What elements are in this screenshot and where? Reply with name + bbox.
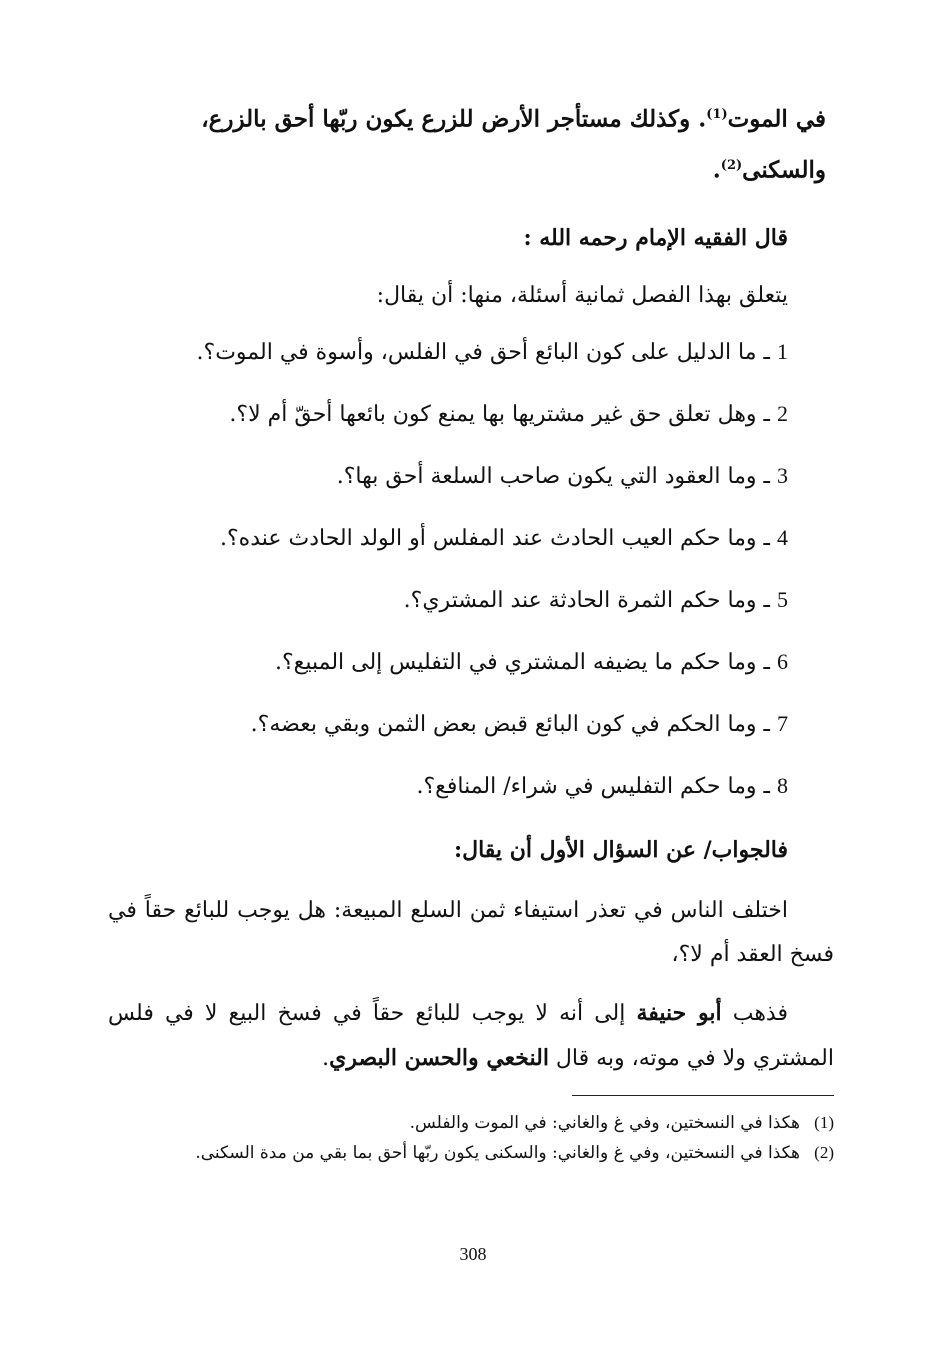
- list-item: [108, 335, 788, 397]
- answer-heading: فالجواب/ عن السؤال الأول أن يقال:: [453, 837, 788, 864]
- para2-part2: إلى أنه لا يوجب للبائع حقاً في فسخ البيع لا في فلس المشتري ولا في موته، وبه قال: [108, 1001, 834, 1072]
- footnote-number: (2): [814, 1143, 834, 1163]
- footnote-text: هكذا في النسختين، وفي غ والغاني: في الموت والفلس.: [409, 1113, 800, 1134]
- question-number: 8: [777, 773, 788, 799]
- page-body: [108, 92, 834, 1332]
- footnote-ref-1: (1): [706, 107, 728, 122]
- top-paragraph: [108, 92, 826, 193]
- top-line2-a: والسكنى: [742, 156, 826, 184]
- footnote-text: هكذا في النسختين، وفي غ والغاني: والسكنى يكون ربّها أحق بما بقي من مدة السكنى.: [195, 1143, 800, 1164]
- footnote-number: (1): [814, 1113, 834, 1133]
- question-text: ـ وما العقود التي يكون صاحب السلعة أحق بها؟.: [336, 464, 770, 490]
- question-number: 2: [777, 401, 788, 427]
- question-text: ـ وما حكم الثمرة الحادثة عند المشتري؟.: [403, 588, 770, 614]
- question-number: 3: [777, 463, 788, 489]
- para2-part1: فذهب: [721, 1001, 788, 1027]
- para2-part3: .: [322, 1046, 330, 1072]
- footnote: [108, 1108, 834, 1138]
- question-number: 1: [777, 339, 788, 365]
- list-item: [108, 583, 788, 645]
- question-text: ـ ما الدليل على كون البائع أحق في الفلس، وأسوة في الموت؟.: [196, 340, 770, 366]
- footnote-ref-2: (2): [720, 157, 743, 173]
- question-number: 5: [777, 587, 788, 613]
- footnotes: [108, 1108, 834, 1168]
- para2-names-scholars: النخعي والحسن البصري: [329, 1045, 549, 1072]
- question-list: [108, 335, 788, 831]
- paragraph-abu-hanifa: [108, 991, 834, 1081]
- footnote: [108, 1138, 834, 1168]
- question-number: 7: [777, 711, 788, 737]
- para2-name-abu-hanifa: أبو حنيفة: [636, 1000, 722, 1027]
- top-line1-b: . وكذلك مستأجر الأرض للزرع يكون ربّها أحق بالزرع،: [201, 105, 707, 133]
- top-line2-b: .: [712, 156, 721, 184]
- list-item: [108, 397, 788, 459]
- list-item: [108, 521, 788, 583]
- section-heading: قال الفقيه الإمام رحمه الله :: [523, 225, 788, 252]
- list-item: [108, 707, 788, 769]
- question-text: ـ وهل تعلق حق غير مشتريها بها يمنع كون بائعها أحقّ أم لا؟.: [229, 402, 770, 428]
- question-text: ـ وما حكم العيب الحادث عند المفلس أو الولد الحادث عنده؟.: [220, 526, 770, 552]
- top-line2: [108, 143, 826, 194]
- question-number: 4: [777, 525, 788, 551]
- paragraph-disagreement: اختلف الناس في تعذر استيفاء ثمن السلع المبيعة: هل يوجب للبائع حقاً في فسخ العقد أم لا؟،: [108, 898, 834, 968]
- page-number: 308: [459, 1244, 487, 1264]
- question-text: ـ وما حكم ما يضيفه المشتري في التفليس إلى المبيع؟.: [274, 650, 770, 676]
- list-item: [108, 769, 788, 831]
- footnote-divider: [572, 1095, 834, 1096]
- intro-text: يتعلق بهذا الفصل ثمانية أسئلة، منها: أن يقال:: [376, 283, 788, 309]
- question-text: ـ وما حكم التفليس في شراء/ المنافع؟.: [416, 774, 770, 800]
- top-line1-a: في الموت: [727, 105, 826, 133]
- list-item: [108, 459, 788, 521]
- question-text: ـ وما الحكم في كون البائع قبض بعض الثمن وبقي بعضه؟.: [250, 712, 770, 738]
- list-item: [108, 645, 788, 707]
- question-number: 6: [777, 649, 788, 675]
